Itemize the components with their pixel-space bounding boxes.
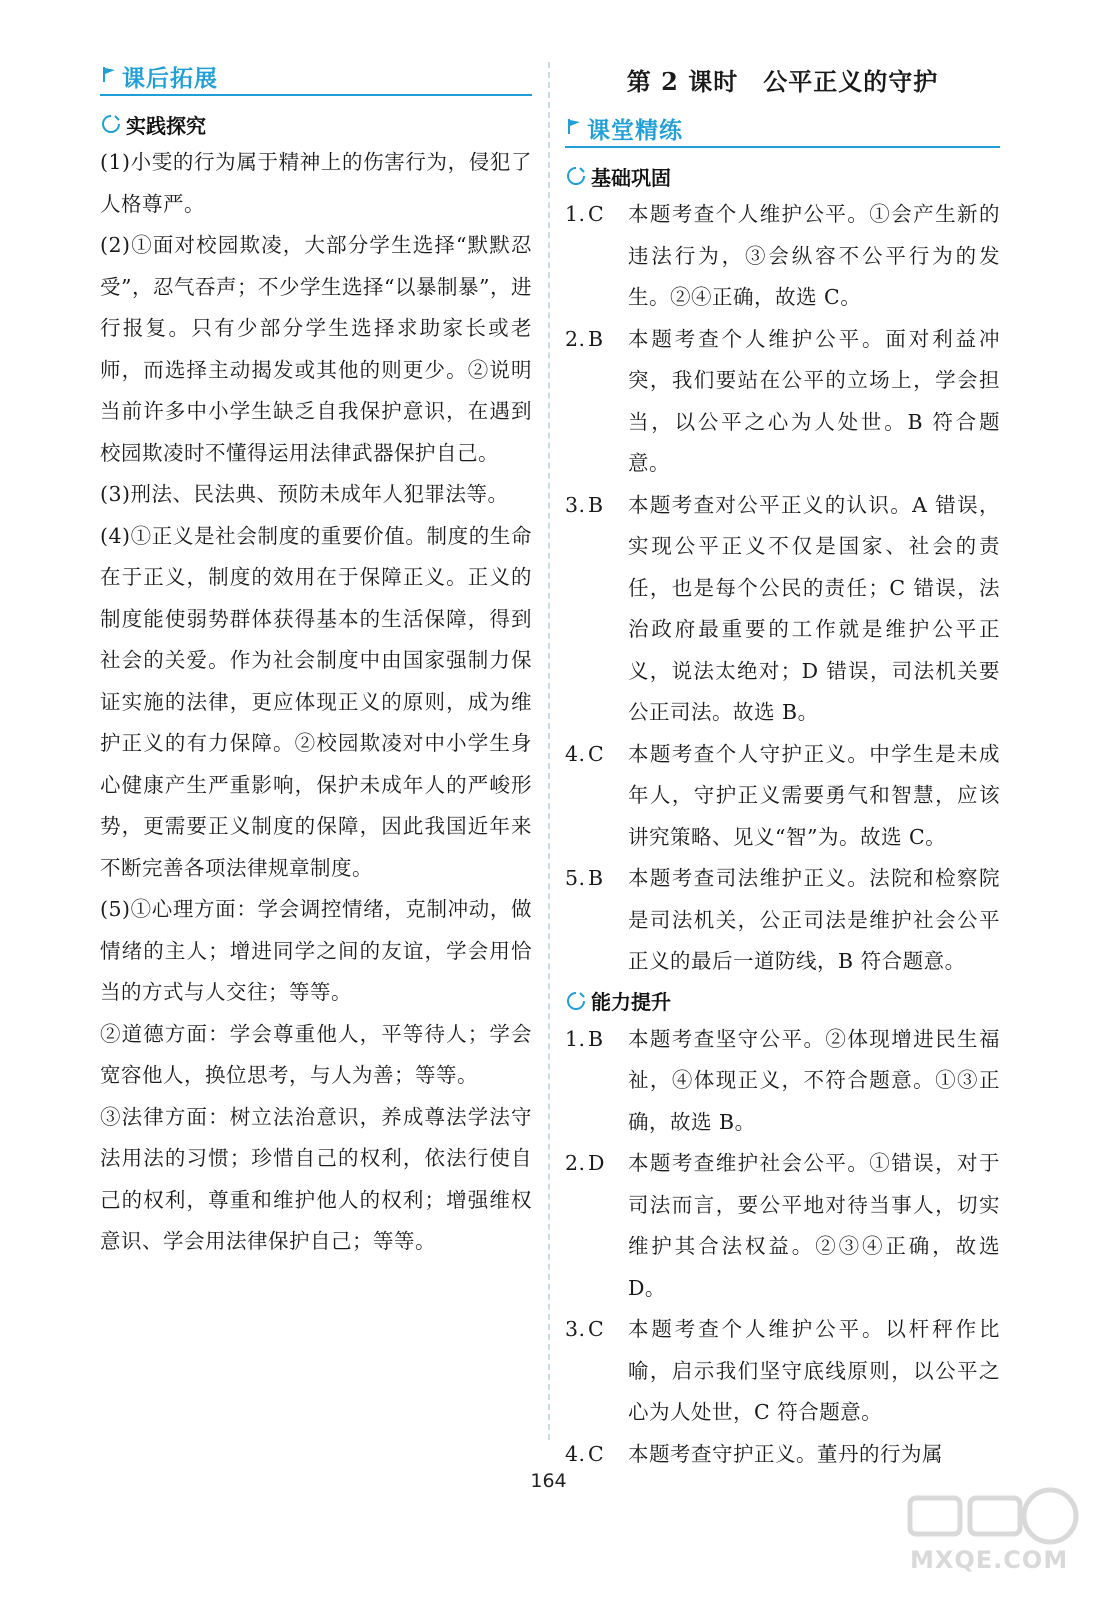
item-text: 本题考查维护社会公平。①错误，对于司法而言，要公平地对待当事人，切实维护其合法权益。②③④正确，故选 D。 (628, 1151, 1000, 1300)
answer-paragraph: (4)①正义是社会制度的重要价值。制度的生命在于正义，制度的效用在于保障正义。正义的制度能使弱势群体获得基本的生活保障，得到社会的关爱。作为社会制度中由国家强制力保证实施的法律，更应体现正义的原则，成为维护正义的有力保障。②校园欺凌对中小学生身心健康产生严重影响，保护未成年人的严峻形势，更需要正义制度的保障，因此我国近年来不断完善各项法律规章制度。 (100, 523, 532, 880)
left-column (100, 58, 532, 1263)
item-number: 4. (565, 1441, 586, 1466)
banner-title: 课堂精练 (587, 118, 683, 144)
banner-title: 课后拓展 (122, 66, 218, 92)
section-heading-text: 基础巩固 (591, 165, 671, 190)
answer-item (565, 858, 1000, 983)
answer-paragraph: (5)①心理方面：学会调控情绪，克制冲动，做情绪的主人；增进同学之间的友谊，学会用恰当的方式与人交往；等等。 (100, 897, 532, 1004)
item-key: C (588, 202, 605, 226)
swirl-icon (565, 990, 587, 1012)
item-key: C (588, 1317, 605, 1341)
answer-item (565, 1434, 1000, 1476)
column-divider (548, 62, 550, 1440)
answer-item (565, 1309, 1000, 1434)
flag-icon (102, 67, 116, 82)
section-heading-text: 能力提升 (591, 990, 671, 1014)
right-column (565, 58, 1000, 1475)
answer-item (565, 485, 1000, 734)
item-text: 本题考查个人维护公平。面对利益冲突，我们要站在公平的立场上，学会担当，以公平之心为人处世。B 符合题意。 (628, 326, 1000, 475)
item-number: 4. (565, 741, 586, 766)
item-number: 3. (565, 492, 586, 517)
item-key: B (588, 866, 604, 890)
answer-item (565, 319, 1000, 485)
item-key: C (588, 1441, 605, 1466)
item-key: D (588, 1151, 605, 1175)
watermark-text: MXQE.COM (910, 1546, 1069, 1574)
section-heading-text: 实践探究 (126, 113, 206, 138)
item-text: 本题考查坚守公平。②体现增进民生福祉，④体现正义，不符合题意。①③正确，故选 B。 (628, 1026, 1000, 1134)
answer-item (565, 1019, 1000, 1144)
watermark-emblem-icon (900, 1486, 1090, 1546)
answer-paragraph: (1)小雯的行为属于精神上的伤害行为，侵犯了人格尊严。 (100, 150, 532, 216)
watermark-logo (900, 1486, 1090, 1594)
answer-item (565, 194, 1000, 319)
section-heading-basic (565, 158, 1000, 194)
swirl-icon (100, 113, 122, 135)
answer-paragraph: (3)刑法、民法典、预防未成年人犯罪法等。 (100, 482, 509, 506)
item-key: B (588, 1026, 604, 1051)
item-key: B (588, 326, 604, 351)
section-banner-classwork (565, 110, 1000, 148)
flag-icon (567, 119, 581, 134)
item-number: 3. (565, 1317, 586, 1341)
swirl-icon (565, 165, 587, 187)
answer-paragraph: (2)①面对校园欺凌，大部分学生选择“默默忍受”，忍气吞声；不少学生选择“以暴制暴”，进行报复。只有少部分学生选择求助家长或老师，而选择主动揭发或其他的则更少。②说明当前许多中小学生缺乏自我保护意识，在遇到校园欺凌时不懂得运用法律武器保护自己。 (100, 233, 532, 465)
item-key: C (588, 741, 605, 766)
item-number: 1. (565, 202, 586, 226)
item-text: 本题考查司法维护正义。法院和检察院是司法机关，公正司法是维护社会公平正义的最后一道防线，B 符合题意。 (628, 866, 1000, 973)
section-heading-practice (100, 106, 532, 142)
item-text: 本题考查守护正义。董丹的行为属 (628, 1441, 943, 1466)
answer-paragraph: ②道德方面：学会尊重他人，平等待人；学会宽容他人，换位思考，与人为善；等等。 (100, 1021, 532, 1087)
lesson-title: 第 2 课时 公平正义的守护 (626, 67, 939, 96)
section-heading-advanced (565, 983, 1000, 1019)
item-number: 2. (565, 1151, 586, 1175)
answer-item (565, 734, 1000, 859)
item-number: 1. (565, 1026, 586, 1051)
page-number: 164 (530, 1470, 567, 1492)
answer-paragraph: ③法律方面：树立法治意识，养成尊法学法守法用法的习惯；珍惜自己的权利，依法行使自己的权利，尊重和维护他人的权利；增强维权意识、学会用法律保护自己；等等。 (100, 1104, 532, 1253)
item-key: B (588, 492, 604, 517)
item-text: 本题考查个人维护公平。以杆秤作比喻，启示我们坚守底线原则，以公平之心为人处世，C 符合题意。 (628, 1317, 1000, 1424)
answer-item (565, 1143, 1000, 1309)
item-number: 2. (565, 326, 586, 351)
section-banner-homework (100, 58, 532, 96)
item-text: 本题考查个人守护正义。中学生是未成年人，守护正义需要勇气和智慧，应该讲究策略、见义“智”为。故选 C。 (628, 741, 1000, 849)
item-text: 本题考查个人维护公平。①会产生新的违法行为，③会纵容不公平行为的发生。②④正确，故选 C。 (628, 202, 1000, 309)
item-text: 本题考查对公平正义的认识。A 错误，实现公平正义不仅是国家、社会的责任，也是每个公民的责任；C 错误，法治政府最重要的工作就是维护公平正义，说法太绝对；D 错误，司法机关要公正司法。故选 B。 (628, 492, 1000, 724)
item-number: 5. (565, 866, 586, 890)
